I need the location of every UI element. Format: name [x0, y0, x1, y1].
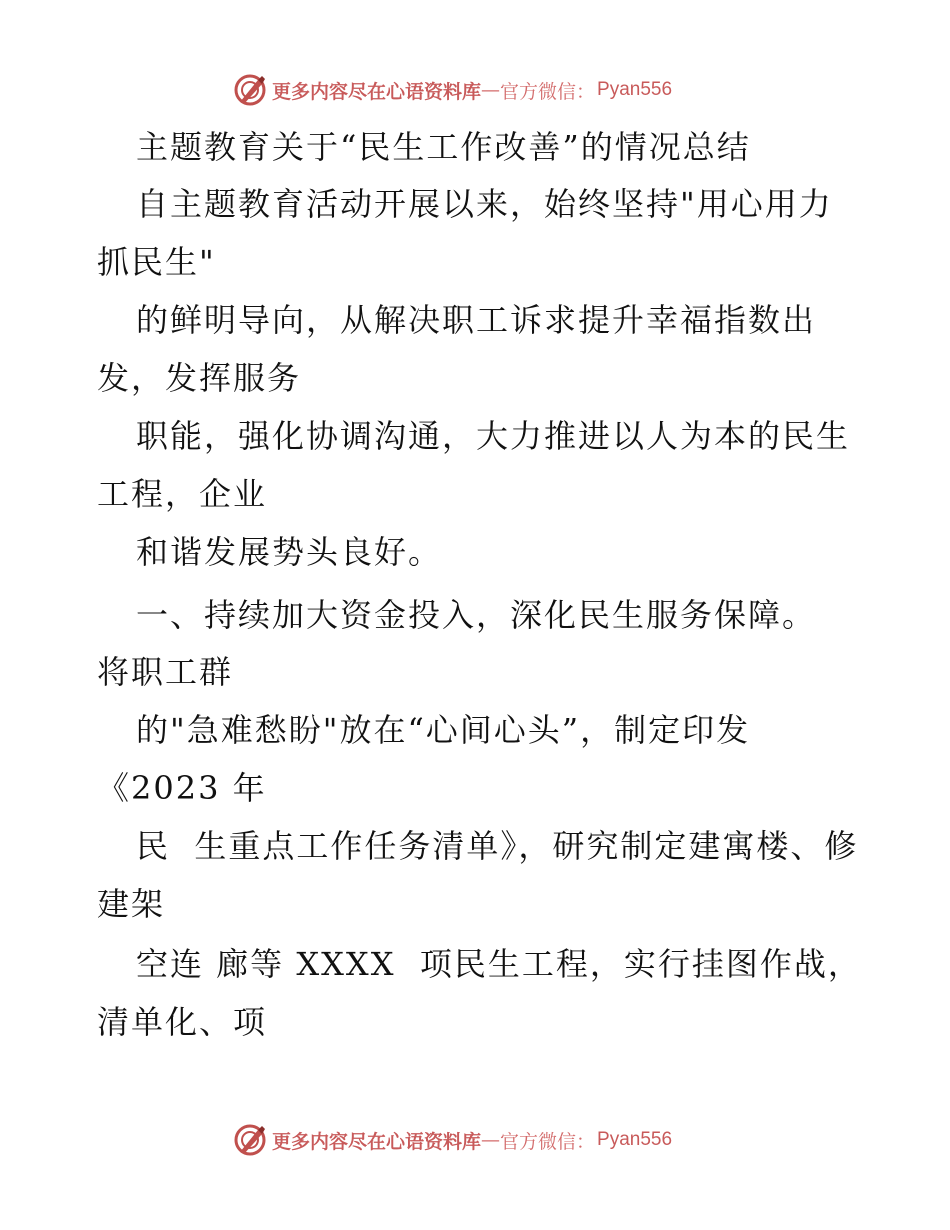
watermark-main-text: 更多内容尽在心语资料库: [272, 80, 482, 103]
pen-logo-icon: [232, 72, 268, 108]
doc-line: 职能，强化协调沟通，大力推进以人为本的民生: [136, 417, 851, 455]
watermark-dash: —: [481, 1129, 501, 1151]
doc-line: 将职工群: [97, 653, 234, 691]
doc-line: 的"急难愁盼"放在“心间心头”，制定印发: [136, 711, 751, 749]
doc-line: 发，发挥服务: [97, 359, 302, 397]
doc-line: 清单化、项: [97, 1003, 268, 1041]
doc-line: 自主题教育活动开展以来，始终坚持"用心用力: [136, 185, 833, 223]
watermark-footer: [232, 1120, 672, 1160]
watermark-wechat-id: Pyan556: [597, 1129, 673, 1150]
doc-title: 主题教育关于“民生工作改善”的情况总结: [136, 128, 751, 166]
doc-line: 建架: [97, 885, 166, 923]
watermark-main-text: 更多内容尽在心语资料库: [272, 1130, 482, 1153]
watermark-header: [232, 70, 672, 110]
doc-line: 抓民生": [97, 243, 216, 281]
doc-line: 和谐发展势头良好。: [136, 533, 443, 571]
doc-line: 工程，企业: [97, 475, 268, 513]
doc-line: 民 生重点工作任务清单》，研究制定建寓楼、修: [136, 827, 859, 865]
watermark-wechat-id: Pyan556: [597, 79, 673, 100]
watermark-sub-text: 官方微信：: [500, 80, 596, 103]
doc-line: 空连 廊等 XXXX 项民生工程，实行挂图作战，: [136, 945, 862, 983]
doc-line: 《2023 年: [97, 769, 267, 807]
watermark-sub-text: 官方微信：: [500, 1130, 596, 1153]
doc-section-heading: 一、持续加大资金投入，深化民生服务保障。: [136, 596, 817, 634]
watermark-dash: —: [481, 79, 501, 101]
pen-logo-icon: [232, 1122, 268, 1158]
doc-line: 的鲜明导向，从解决职工诉求提升幸福指数出: [136, 301, 817, 339]
